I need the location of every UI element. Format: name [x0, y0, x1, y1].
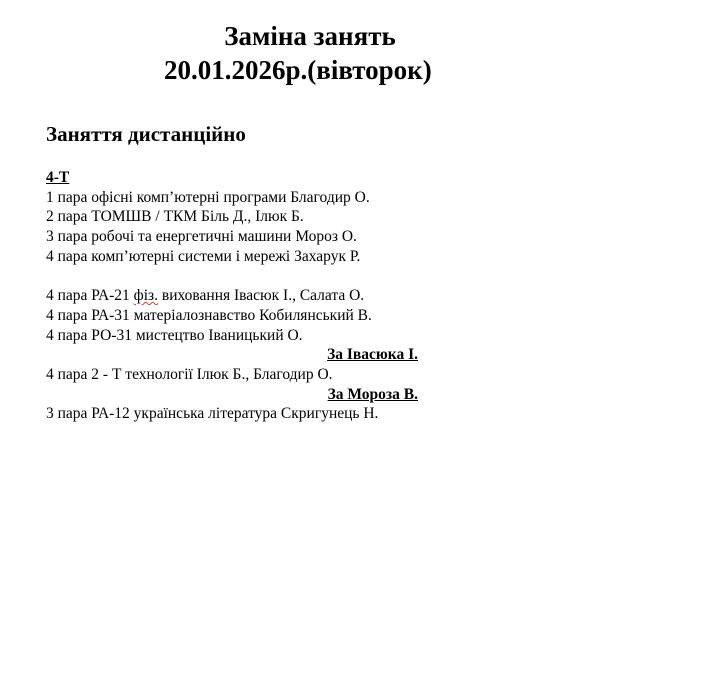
- substitution-label: За Івасюка І.: [327, 346, 418, 364]
- schedule-list: [46, 168, 418, 424]
- lesson-line: 3 пара РА-12 українська література Скригунець Н.: [46, 405, 379, 423]
- lesson-prefix: 4 пара РА-21: [46, 287, 134, 305]
- lesson-line: 4 пара 2 - Т технології Ілюк Б., Благодир О.: [46, 365, 333, 383]
- spellcheck-word: фіз.: [133, 287, 159, 305]
- substitution-label: За Мороза В.: [327, 385, 418, 403]
- lesson-line-ra21: [46, 286, 418, 306]
- lesson-line: 2 пара ТОМШВ / ТКМ Біль Д., Ілюк Б.: [46, 208, 304, 226]
- blank-line: [46, 266, 418, 286]
- lesson-line: 3 пара робочі та енергетичні машини Мороз О.: [46, 228, 357, 246]
- group-label-4t: 4-Т: [46, 169, 70, 186]
- lesson-line-ro31: 4 пара РО-31 мистецтво Іваницький О.: [46, 326, 303, 344]
- lesson-line-ra31: 4 пара РА-31 матеріалознавство Кобилянський В.: [46, 306, 372, 324]
- title-heading: Заміна занять: [224, 21, 396, 51]
- lesson-line: 1 пара офісні комп’ютерні програми Благодир О.: [46, 188, 370, 206]
- lesson-suffix: виховання Івасюк І., Салата О.: [158, 287, 365, 305]
- section-heading: Заняття дистанційно: [46, 122, 246, 146]
- lesson-line: 4 пара комп’ютерні системи і мережі Захарук Р.: [46, 247, 361, 265]
- title-date: 20.01.2026р.(вівторок): [164, 55, 432, 85]
